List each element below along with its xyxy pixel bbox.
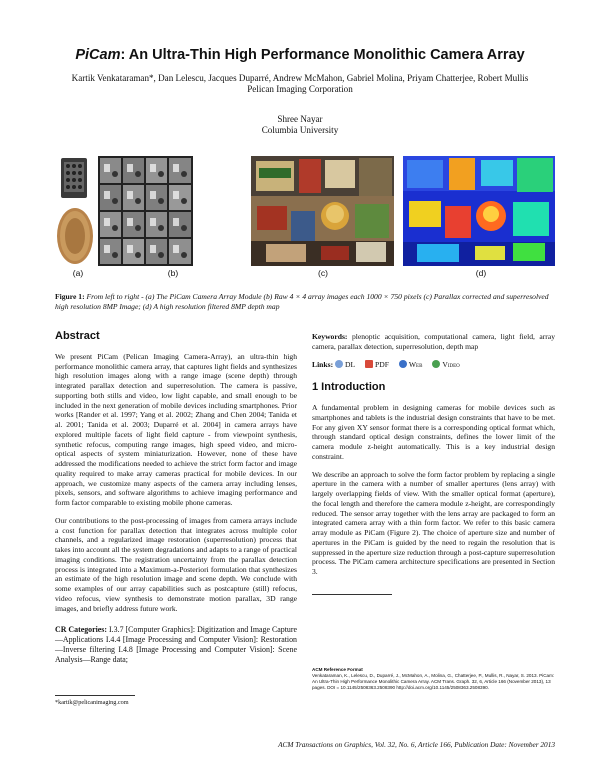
figure-1d-depth-map — [403, 156, 555, 266]
author-block — [0, 73, 600, 95]
figure-1 — [55, 156, 555, 284]
footnote-email[interactable]: *kartik@pelicanimaging.com — [55, 699, 129, 706]
cr-label: CR Categories: — [55, 625, 107, 635]
web-icon — [399, 360, 407, 368]
keywords-text: plenoptic acquisition, computational camera, light field, array camera, parallax detection, superresolution, depth map — [312, 332, 555, 351]
figure-1b-raw-array — [98, 156, 193, 266]
acm-ref-heading: ACM Reference Format — [312, 667, 363, 672]
pdf-icon — [365, 360, 373, 368]
affiliation-2: Columbia University — [261, 125, 339, 135]
cr-text: I.3.7 [Computer Graphics]: Digitization and Image Capture—Applications I.4.4 [Image Processing and Computer Vision]: Restoration—Inverse filtering I.4.8 [Image Processing and Computer Vision]: Scene Analysis—Range data; — [55, 625, 297, 665]
cr-categories — [55, 625, 297, 665]
link-web[interactable]: Web — [399, 360, 423, 369]
keywords-label: Keywords: — [312, 332, 348, 341]
figure-label-d: (d) — [475, 268, 487, 278]
acm-reference-format — [312, 667, 556, 691]
dl-icon — [335, 360, 343, 368]
right-column-rule — [312, 594, 392, 595]
paper-title — [0, 47, 600, 63]
figure-1-caption — [55, 292, 550, 312]
caption-text: From left to right - (a) The PiCam Camera Array Module (b) Raw 4 × 4 array images each 1000 × 750 pixels (c) Parallax corrected and superresolved high resolution 8MP Image; (d) A high resolution filtered 8MP depth map — [55, 292, 549, 311]
page-footer: ACM Transactions on Graphics, Vol. 32, No. 6, Article 166, Publication Date: November 2013 — [278, 740, 555, 749]
caption-label: Figure 1: — [55, 292, 85, 301]
abstract-paragraph-1: We present PiCam (Pelican Imaging Camera-Array), an ultra-thin high performance monolithic camera array, that captures light fields and synthesizes high resolution images along with a range image (scene depth) through integrated parallax detection and superresolution. The camera is passive, supporting both stills and video, low light capable, and small enough to be included in the next generation of mobile devices including smartphones. Prior works [Rander et al. 1997; Yang et al. 2002; Zhang and Chen 2004; Tanida et al. 2001; Tanida et al. 2003; Duparré et al. 2004] in camera arrays have explored multiple facets of light field capture - from viewpoint synthesis, synthetic refocus, computing range images, high speed video, and micro-optical aspects of system miniaturization. However, none of these have addressed the modifications needed to achieve the strict form factor and image quality required to make array cameras practical for mobile devices. In our approach, we customize many aspects of the camera array including lenses, pixels, sensors, and software algorithms to achieve imaging performance and form factor comparable to existing mobile phone cameras. — [55, 351, 297, 507]
link-video[interactable]: Video — [432, 360, 459, 369]
left-column — [55, 332, 297, 673]
figure-label-a: (a) — [72, 268, 84, 278]
keywords — [312, 332, 555, 352]
video-icon — [432, 360, 440, 368]
links-row — [312, 360, 555, 370]
intro-paragraph-2: We describe an approach to solve the form factor problem by replacing a single aperture in the camera with a number of smaller apertures (lens array) with largely overlapping fields of view. With the smaller optical format (aperture), the focal length and therefore the camera module z-height, are correspondingly reduced. The sensor array together with the lens array are packaged to form an integrated camera array with a thin form factor. We refer to this basic camera array module as PiCam (Figure 2). The choice of aperture size and number of apertures in the PiCam is guided by the need to regain the resolution that is suppressed in the aperture size reduction through a post-capture superresolution process. The PiCam camera architecture specifications are presented in Section 3. — [312, 469, 555, 576]
figure-label-b: (b) — [167, 268, 179, 278]
figure-1c-color-image — [251, 156, 394, 266]
affiliation-1: Pelican Imaging Corporation — [247, 84, 353, 94]
abstract-paragraph-2: Our contributions to the post-processing of images from camera arrays include a cost function for parallax detection that integrates across multiple color channels, and a regularized image restoration (superresolution) process that takes into account all the system degradations and adapts to a range of practical imaging conditions. The registration uncertainty from the parallax detection process is integrated into a Maximum-a-Posteriori formulation that synthesizes an estimate of the high resolution image and scene depth. We conclude with some examples of our array capabilities such as postcapture (still) refocus, video refocus, view synthesis to demonstrate motion parallax, 3D range images, and briefly address future work. — [55, 515, 297, 613]
right-column — [312, 332, 555, 585]
intro-paragraph-1: A fundamental problem in designing cameras for mobile devices such as smartphones and tablets is the industrial design constraints that have to be met. For any given XY sensor format there is a corresponding optical format which, through standard optical design constraints, defines the lower limit of the camera module z-height automatically. This is a key industrial design constraint. — [312, 403, 555, 461]
link-pdf[interactable]: PDF — [365, 360, 389, 369]
author-nayar: Shree Nayar — [277, 114, 323, 124]
author-block-2 — [0, 114, 600, 136]
footnote-rule — [55, 695, 135, 696]
acm-ref-text: Venkataraman, K., Lelescu, D., Duparré, J., McMahon, A., Molina, G., Chatterjee, P., Mullis, R., Nayar, S. 2013. PiCam: An Ultra-Thin High Performance Monolithic Camera Array. ACM Trans. Graph. 32, 6, Article 166 (November 2013), 13 pages. DOI = 10.1145/2508363.2508390 http://doi.acm.org/10.1145/2508363.2508390. — [312, 673, 555, 690]
intro-heading: 1 Introduction — [312, 381, 386, 394]
abstract-heading: Abstract — [55, 330, 100, 342]
links-label: Links: — [312, 359, 334, 369]
title-rest: : An Ultra-Thin High Performance Monolithic Camera Array — [120, 47, 525, 63]
figure-label-c: (c) — [318, 268, 328, 278]
title-prefix: PiCam — [75, 47, 121, 63]
author-list: Kartik Venkataraman*, Dan Lelescu, Jacques Duparré, Andrew McMahon, Gabriel Molina, Priyam Chatterjee, Robert Mullis — [71, 73, 529, 83]
link-dl[interactable]: DL — [335, 360, 355, 369]
figure-1a-camera-module — [55, 156, 95, 266]
